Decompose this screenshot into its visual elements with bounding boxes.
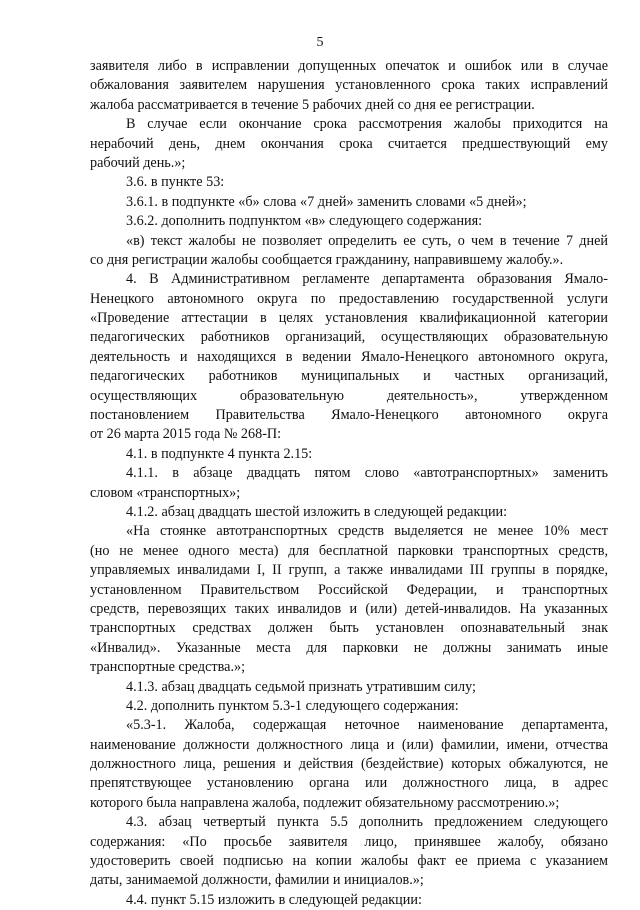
text-line: обжалования заявителем нарушения установленного срока таких исправлений	[90, 77, 608, 94]
text-line: педагогических работников муниципальных и частных организаций,	[90, 368, 608, 385]
text-line: препятствующее установлению органа или должностного лица, в адрес	[90, 775, 608, 792]
text-line: должностного лица, решения и действия (бездействие) которых обжалуются, не	[90, 756, 608, 773]
text-line: содержания: «По просьбе заявителя лицо, принявшее жалобу, обязано	[90, 833, 608, 850]
text-line: 4.3. абзац четвертый пункта 5.5 дополнить предложением следующего	[126, 814, 608, 831]
text-line: 4.1.2. абзац двадцать шестой изложить в следующей редакции:	[126, 503, 508, 520]
text-line: от 26 марта 2015 года № 268-П:	[90, 426, 282, 443]
text-line: деятельность и находящихся в ведении Ямало-Ненецкого автономного округа,	[90, 348, 608, 365]
text-line: заявителя либо в исправлении допущенных опечаток и ошибок или в случае	[90, 58, 608, 74]
text-line: 3.6.2. дополнить подпунктом «в» следующего содержания:	[126, 213, 483, 230]
text-line: 4. В Административном регламенте департамента образования Ямало-	[126, 271, 608, 288]
text-line: «Инвалид». Указанные места для парковки не должны занимать иные	[90, 639, 608, 656]
page-number: 5	[316, 35, 324, 50]
text-line: В случае если окончание срока рассмотрения жалобы приходится на	[126, 116, 608, 133]
text-line: Ненецкого автономного округа по предоставлению государственной услуги	[90, 290, 608, 307]
text-line: рабочий день.»;	[90, 154, 186, 171]
text-line: удостоверить своей подписью на копии жалобы факт ее приема с указанием	[90, 853, 608, 870]
text-line: транспортных средствах должен быть установлен опознавательный знак	[90, 620, 608, 637]
text-line: нерабочий день, днем окончания срока считается предшествующий ему	[90, 135, 608, 152]
text-line: постановлением Правительства Ямало-Ненецкого автономного округа	[90, 407, 608, 424]
text-line: 4.1.1. в абзаце двадцать пятом слово «автотранспортных» заменить	[126, 465, 608, 482]
text-line: 4.4. пункт 5.15 изложить в следующей редакции:	[126, 891, 422, 908]
text-line: 3.6.1. в подпункте «б» слова «7 дней» заменить словами «5 дней»;	[126, 193, 527, 210]
text-line: которого была направлена жалоба, подлежит обязательному рассмотрению.»;	[90, 794, 560, 811]
text-line: 4.1. в подпункте 4 пункта 2.15:	[126, 445, 313, 462]
text-line: «Проведение аттестации в целях установления квалификационной категории	[90, 310, 608, 327]
text-line: 4.2. дополнить пунктом 5.3-1 следующего содержания:	[126, 697, 459, 714]
text-line: «в) текст жалобы не позволяет определить ее суть, о чем в течение 7 дней	[126, 232, 608, 249]
text-line: словом «транспортных»;	[90, 484, 241, 501]
text-line: наименование должности должностного лица и (или) фамилии, имени, отчества	[90, 736, 608, 753]
text-line: «5.3-1. Жалоба, содержащая неточное наименование департамента,	[126, 717, 608, 734]
text-line: педагогических работников организаций, осуществляющих образовательную	[90, 329, 608, 346]
text-line: осуществляющих образовательную деятельность», утвержденном	[90, 387, 608, 404]
text-line: 3.6. в пункте 53:	[126, 174, 225, 191]
text-line: (но не менее одного места) для бесплатной парковки транспортных средств,	[90, 542, 608, 559]
text-line: транспортные средства.»;	[90, 659, 246, 676]
text-line: средств, перевозящих таких инвалидов и (или) детей-инвалидов. На указанных	[90, 600, 608, 617]
text-line: установленном Правительством Российской Федерации, и транспортных	[90, 581, 608, 598]
text-line: жалоба рассматривается в течение 5 рабочих дней со дня ее регистрации.	[90, 96, 535, 113]
text-line: управляемых инвалидами I, II групп, а также инвалидами III группы в порядке,	[90, 562, 608, 579]
document-body	[90, 57, 608, 910]
text-line: «На стоянке автотранспортных средств выделяется не менее 10% мест	[126, 523, 608, 540]
text-line: со дня регистрации жалобы сообщается гражданину, направившему жалобу.».	[90, 251, 564, 268]
text-line: 4.1.3. абзац двадцать седьмой признать утратившим силу;	[126, 678, 476, 695]
text-line: даты, занимаемой должности, фамилии и инициалов.»;	[90, 872, 424, 889]
